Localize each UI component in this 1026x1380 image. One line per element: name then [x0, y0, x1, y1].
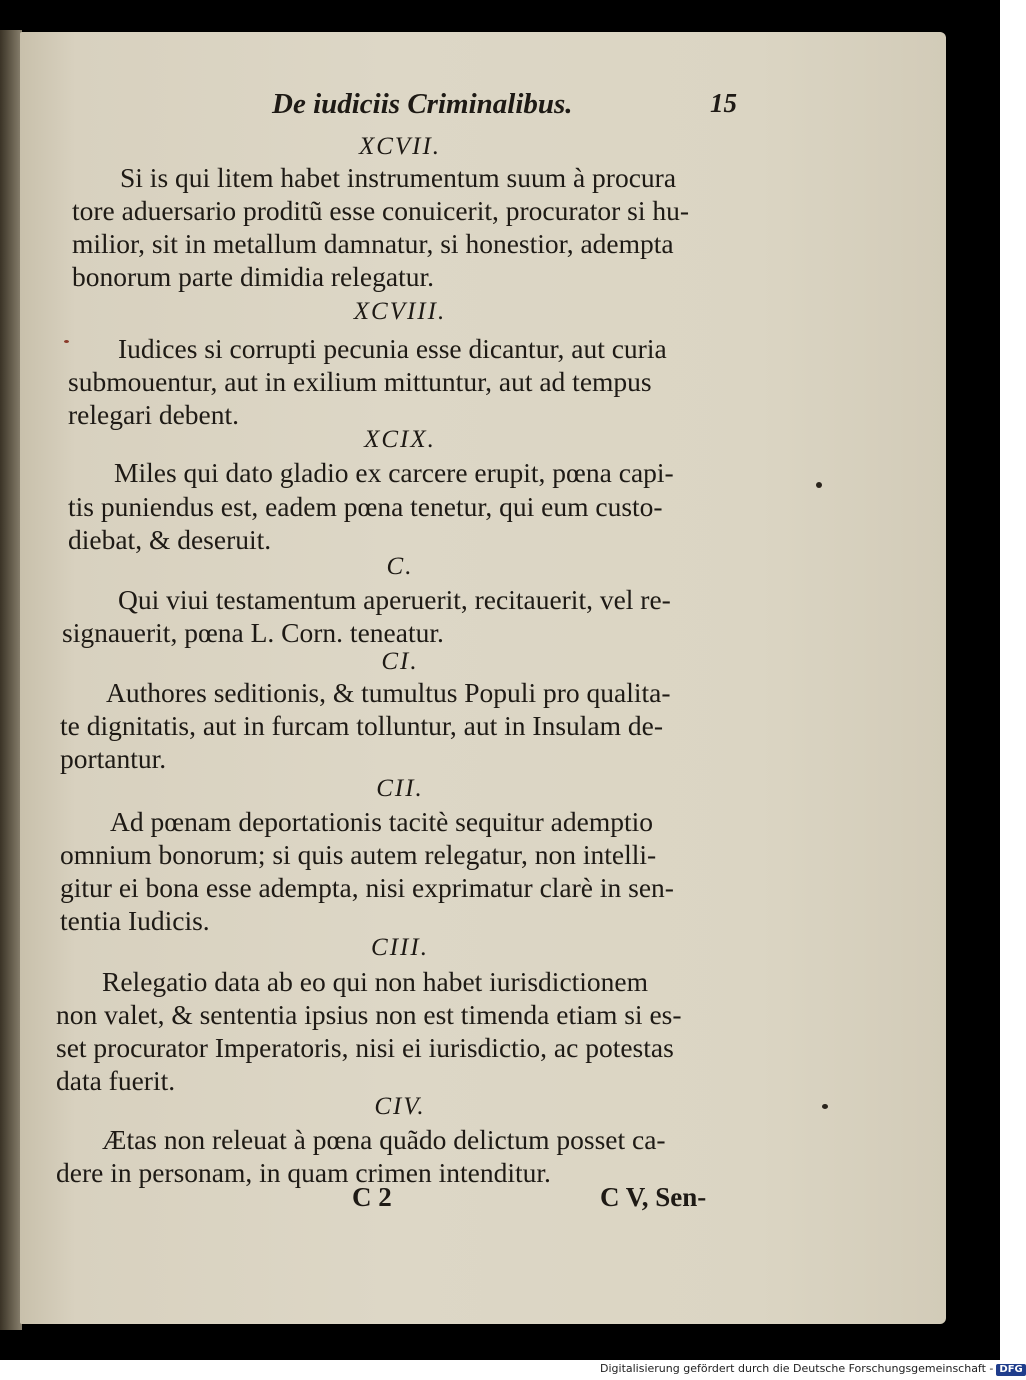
text-line: set procurator Imperatoris, nisi ei iurisdictio, ac potestas	[56, 1032, 674, 1063]
text-line: Qui viui testamentum aperuerit, recitauerit, vel re-	[118, 584, 671, 615]
section-heading: CIII.	[371, 934, 429, 961]
text-line: Authores seditionis, & tumultus Populi pro qualita-	[106, 677, 671, 708]
text-line: omnium bonorum; si quis autem relegatur, non intelli-	[60, 839, 657, 870]
text-line: Miles qui dato gladio ex carcere erupit, pœna capi-	[114, 457, 674, 488]
paper-speck	[822, 1104, 828, 1109]
paper-speck	[64, 340, 69, 343]
dfg-logo: DFG	[996, 1364, 1025, 1376]
text-line: Si is qui litem habet instrumentum suum à procura	[120, 162, 677, 193]
text-line: gitur ei bona esse adempta, nisi exprimatur clarè in sen-	[60, 872, 674, 903]
text-line: milior, sit in metallum damnatur, si honestior, adempta	[72, 228, 674, 259]
section-heading: CIV.	[374, 1093, 426, 1120]
text-line: Iudices si corrupti pecunia esse dicantur, aut curia	[118, 333, 667, 364]
section-heading: C.	[386, 553, 414, 580]
text-line: signauerit, pœna L. Corn. teneatur.	[62, 617, 444, 648]
running-head: De iudiciis Criminalibus.	[272, 88, 573, 120]
credit-text: Digitalisierung gefördert durch die Deutsche Forschungsgemeinschaft -	[600, 1362, 994, 1375]
section-heading: CI.	[381, 648, 419, 675]
catchword: C V, Sen-	[600, 1182, 707, 1212]
text-line: relegari debent.	[68, 399, 240, 430]
digitization-credit	[600, 1362, 1026, 1376]
text-line: Ad pœnam deportationis tacitè sequitur ademptio	[110, 806, 653, 837]
section-heading: XCVIII.	[353, 298, 447, 325]
text-line: tis puniendus est, eadem pœna tenetur, qui eum custo-	[68, 491, 663, 522]
page-gutter	[0, 30, 22, 1330]
text-line: Ætas non releuat à pœna quãdo delictum posset ca-	[102, 1124, 666, 1155]
text-line: submouentur, aut in exilium mittuntur, aut ad tempus	[68, 366, 652, 397]
text-line: te dignitatis, aut in furcam tolluntur, aut in Insulam de-	[60, 710, 663, 741]
paper-speck	[816, 482, 822, 488]
text-line: dere in personam, in quam crimen intenditur.	[56, 1157, 551, 1188]
text-line: diebat, & deseruit.	[68, 524, 272, 555]
text-line: data fuerit.	[56, 1065, 176, 1096]
text-line: non valet, & sententia ipsius non est timenda etiam si es-	[56, 999, 682, 1030]
text-line: portantur.	[60, 743, 167, 774]
signature-mark: C 2	[352, 1182, 392, 1212]
section-heading: XCVII.	[358, 133, 442, 160]
section-heading: CII.	[376, 775, 424, 802]
text-line: tentia Iudicis.	[60, 905, 210, 936]
page-number: 15	[710, 88, 737, 118]
text-line: tore aduersario proditũ esse conuicerit, procurator si hu-	[72, 195, 690, 226]
text-line: bonorum parte dimidia relegatur.	[72, 261, 434, 292]
section-heading: XCIX.	[364, 426, 436, 453]
text-line: Relegatio data ab eo qui non habet iurisdictionem	[102, 966, 649, 997]
